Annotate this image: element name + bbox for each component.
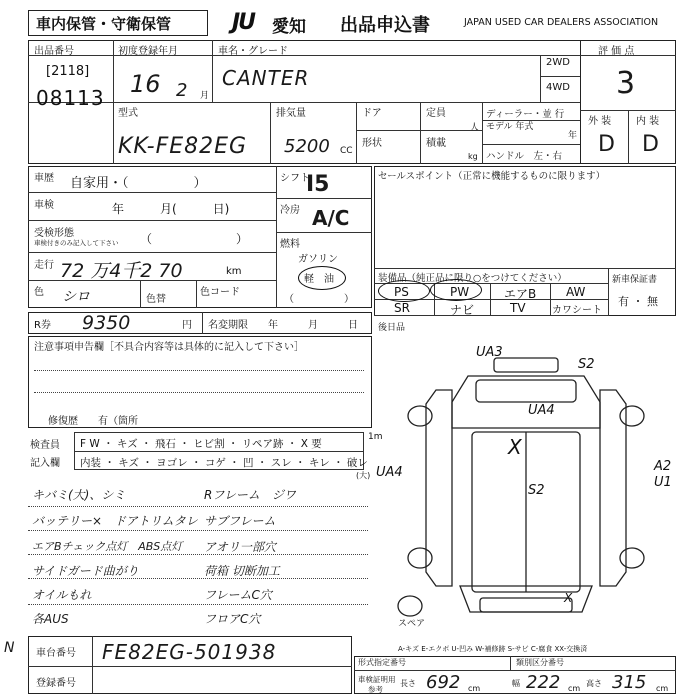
- km-unit: km: [226, 266, 242, 277]
- model-code: KK-FE82EG: [118, 134, 248, 159]
- shape-label: 形状: [362, 138, 382, 149]
- ac-label: 冷房: [280, 205, 300, 216]
- later-label: 後日品: [378, 323, 406, 333]
- transfer-label: 名変期限: [208, 320, 248, 331]
- spare-label: スペア: [398, 619, 426, 629]
- note-right-5: フレームC穴: [204, 588, 272, 602]
- note-left-2: バッテリー× ドアトリムタレ: [32, 514, 198, 528]
- year-unit: 年: [568, 131, 578, 141]
- dealer-label: ディーラー・並 行: [486, 109, 565, 120]
- insurance-value: 有 ・ 無: [618, 295, 658, 308]
- fuel-diesel: 軽 油: [304, 274, 334, 285]
- drive-4wd: 4WD: [546, 82, 570, 93]
- fuel-other: （ ）: [284, 294, 354, 305]
- transfer-date-units: 年 月 日: [268, 320, 358, 331]
- inspection-value: 年 月( 日): [112, 202, 230, 216]
- chassis-number: FE82EG-501938: [102, 640, 277, 664]
- car-name: CANTER: [222, 66, 310, 90]
- reg-year: 16: [130, 70, 161, 98]
- lot-sub: [2118]: [46, 64, 90, 79]
- handle-label: ハンドル 左・右: [486, 151, 563, 162]
- mark-x-cab: X: [508, 435, 522, 459]
- mark-a2: A2: [654, 459, 672, 474]
- exterior-grade: D: [598, 132, 615, 157]
- equip-ps: PS: [394, 285, 409, 299]
- note-right-2: サブフレーム: [204, 514, 276, 528]
- reg-number-label: 登録番号: [36, 678, 76, 689]
- notes-label: 注意事項申告欄［不具合内容等は具体的に記入して下さい］: [34, 342, 304, 353]
- lot-number: 08113: [36, 86, 105, 110]
- note-left-1: キバミ(大)、シミ: [32, 488, 126, 502]
- mark-s2-bed: S2: [528, 483, 545, 498]
- equip-pw: PW: [450, 285, 470, 299]
- usage-label: 車歴: [34, 173, 54, 184]
- person-unit: 人: [470, 123, 480, 133]
- ps-circle: [378, 280, 430, 302]
- chassis-label: 車台番号: [36, 648, 76, 659]
- wheel-fl: [408, 406, 432, 426]
- capacity-label: 定員: [426, 108, 446, 119]
- mark-ua3: UA3: [476, 345, 503, 360]
- month-unit: 月: [200, 91, 210, 101]
- ju-logo: [232, 10, 274, 34]
- color-label: 色: [34, 287, 44, 298]
- repair-label: 修復歴 有（箇所: [48, 416, 138, 427]
- wheel-rr: [620, 548, 644, 568]
- rear-bumper: [480, 598, 572, 612]
- exterior-label: 外 装: [588, 116, 612, 127]
- first-reg-label: 初度登録年月: [118, 46, 178, 57]
- cc-unit: CC: [340, 146, 353, 156]
- note-left-3: エアBチェック点灯 ABS点灯: [32, 540, 183, 553]
- shift-label: シフト: [280, 173, 310, 184]
- interior-label: 内 装: [636, 116, 660, 127]
- height-value: 315: [612, 672, 647, 693]
- length-unit: cm: [468, 684, 481, 693]
- mileage-label: 走行: [34, 260, 54, 271]
- equip-airbag: エアB: [504, 287, 537, 301]
- mark-x-rear: X: [564, 591, 573, 605]
- windshield: [476, 380, 576, 402]
- equip-leather: カワシート: [552, 305, 602, 316]
- height-unit: cm: [656, 684, 669, 693]
- inspector-row-2: 内装 ・ キズ ・ ヨゴレ ・ コゲ ・ 凹 ・ スレ ・ キレ ・ 破レ: [80, 457, 368, 469]
- length-value: 692: [426, 672, 461, 693]
- note-left-5: オイルもれ: [32, 588, 92, 602]
- note-left-6: 各AUS: [32, 612, 69, 626]
- insurance-label: 新車保証書: [612, 275, 658, 285]
- displacement-value: 5200: [284, 136, 330, 157]
- org-name: 愛知: [272, 17, 306, 37]
- damage-legend: A-キズ E-エクボ U-凹み W-補修跡 S-サビ C-腐食 XX-交換済: [398, 645, 588, 653]
- drive-2wd: 2WD: [546, 57, 570, 68]
- wheel-rl: [408, 548, 432, 568]
- spare-tire: [398, 596, 422, 616]
- storage-label: 車内保管・守衛保管: [36, 15, 172, 33]
- note-right-4: 荷箱 切断加工: [204, 564, 280, 578]
- reg-month: 2: [176, 80, 188, 101]
- recycle-label: 受検形態: [34, 228, 74, 239]
- equipment-label: 装備品（純正品に限り○をつけてください）: [378, 273, 567, 284]
- interior-grade: D: [642, 132, 659, 157]
- yen-unit: 円: [182, 320, 192, 331]
- lot-label: 出品番号: [34, 46, 74, 57]
- sales-point-label: セールスポイント（正常に機能するものに限ります）: [378, 171, 606, 182]
- ref-label: 参考: [368, 685, 383, 694]
- pw-circle: [430, 279, 482, 301]
- inspection-label: 車検: [34, 200, 54, 211]
- load-label: 積載: [426, 138, 446, 149]
- color-value: シロ: [62, 289, 90, 305]
- note-right-6: フロアC穴: [204, 612, 261, 626]
- tax-amount: 9350: [82, 312, 131, 334]
- mark-ua4-roof: UA4: [528, 403, 555, 418]
- recycle-sub: 車検付きのみ記入して下さい: [34, 239, 119, 247]
- shift-value: I5: [306, 172, 330, 197]
- usage-value: 自家用・（ ）: [70, 176, 207, 191]
- color-code-label: 色コード: [200, 287, 240, 298]
- color-change-label: 色替: [146, 294, 166, 305]
- equip-navi: ナビ: [450, 303, 475, 317]
- note-left-4: サイドガード曲がり: [32, 564, 139, 578]
- tax-label: R券: [34, 320, 51, 331]
- width-label: 幅: [512, 679, 520, 688]
- inspector-row-1: F W ・ キズ ・ 飛石 ・ ヒビ割 ・ リペア跡 ・ X 要: [80, 438, 322, 450]
- cert-label: 車検証明用: [358, 675, 396, 684]
- form-title: 出品申込書: [340, 15, 430, 36]
- rating-value: 3: [616, 66, 636, 101]
- inspector-side-note-2: (大): [356, 471, 371, 480]
- vehicle-damage-diagram: [376, 336, 676, 632]
- equip-aw: AW: [566, 285, 586, 299]
- ju-logo-text: JU: [232, 10, 255, 35]
- cab-roof: [494, 358, 558, 372]
- class-number-label: 類別区分番号: [516, 658, 564, 667]
- mark-s2-top: S2: [578, 357, 595, 372]
- equip-tv: TV: [510, 301, 526, 315]
- note-right-1: Rフレーム ジワ: [204, 488, 296, 502]
- displacement-label: 排気量: [276, 108, 306, 119]
- mark-u1: U1: [654, 475, 672, 490]
- inspector-label-2: 記入欄: [30, 458, 60, 469]
- model-year-label: モデル 年式: [486, 122, 534, 132]
- recycle-value: （ ）: [140, 232, 249, 246]
- width-unit: cm: [568, 684, 581, 693]
- note-right-3: アオリ一部穴: [204, 540, 276, 554]
- door-label: ドア: [362, 108, 382, 119]
- equip-sr: SR: [394, 301, 410, 315]
- fuel-gasoline: ガソリン: [298, 254, 338, 265]
- ac-value: A/C: [312, 206, 350, 230]
- length-label: 長さ: [400, 679, 416, 688]
- inspector-side-note: 1m: [368, 432, 383, 442]
- mileage-value: 72 万4千2 70: [60, 260, 183, 282]
- width-value: 222: [526, 672, 561, 693]
- kg-unit: kg: [468, 152, 478, 161]
- right-body: [600, 390, 626, 586]
- form-number-label: 形式指定番号: [358, 658, 406, 667]
- left-body: [426, 390, 452, 586]
- inspector-label-1: 検査員: [30, 440, 60, 451]
- rating-label: 評 価 点: [598, 46, 635, 57]
- name-grade-label: 車名・グレード: [218, 46, 288, 57]
- fuel-label: 燃料: [280, 239, 300, 250]
- association-name: JAPAN USED CAR DEALERS ASSOCIATION: [464, 17, 659, 28]
- wheel-fr: [620, 406, 644, 426]
- margin-mark: N: [4, 640, 15, 656]
- model-label: 型式: [118, 108, 138, 119]
- mark-ua4-left: UA4: [376, 465, 403, 480]
- height-label: 高さ: [586, 679, 602, 688]
